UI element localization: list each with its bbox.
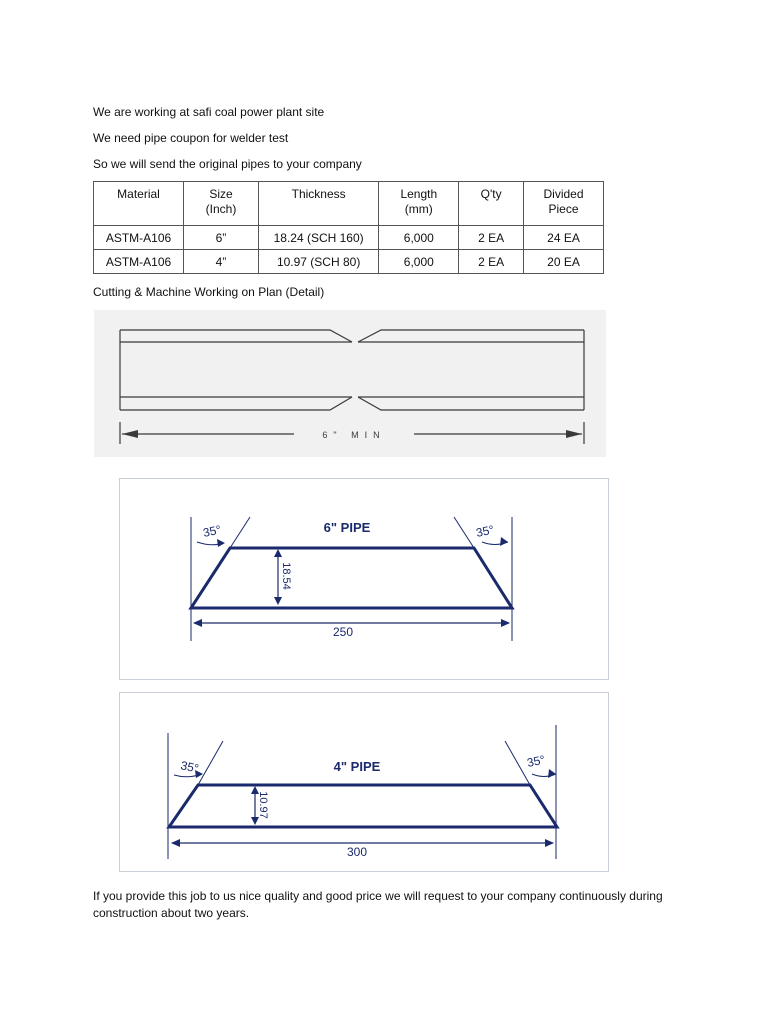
table-row bbox=[94, 250, 604, 274]
length-label: 300 bbox=[346, 845, 368, 859]
header-size bbox=[184, 182, 259, 226]
header-length bbox=[379, 182, 459, 226]
length-arrow-right bbox=[545, 839, 554, 847]
left-pipe-bottom-edge bbox=[120, 397, 352, 410]
cell-qty: 2 EA bbox=[459, 250, 524, 274]
cell-qty: 2 EA bbox=[459, 226, 524, 250]
cell-thickness: 10.97 (SCH 80) bbox=[258, 250, 378, 274]
left-bevel-extension bbox=[198, 741, 223, 785]
pipe-6-title: 6" PIPE bbox=[323, 520, 371, 535]
length-arrow-right bbox=[501, 619, 510, 627]
dim-arrow-right bbox=[566, 430, 582, 438]
cell-material: ASTM-A106 bbox=[94, 250, 184, 274]
cell-divided: 24 EA bbox=[524, 226, 604, 250]
pipe-cut-drawing bbox=[94, 310, 606, 457]
header-qty-label: Q'ty bbox=[480, 187, 502, 201]
header-thickness-label: Thickness bbox=[291, 187, 346, 201]
thickness-arrow-up bbox=[274, 549, 282, 557]
header-thickness bbox=[258, 182, 378, 226]
thickness-arrow-down bbox=[274, 597, 282, 605]
header-length-unit: (mm) bbox=[404, 202, 433, 216]
plan-heading: Cutting & Machine Working on Plan (Detail) bbox=[93, 285, 325, 299]
header-size-label: Size bbox=[209, 187, 233, 201]
right-angle-label: 35° bbox=[525, 752, 547, 770]
cell-size: 6” bbox=[184, 226, 259, 250]
header-size-unit: (Inch) bbox=[205, 202, 237, 216]
cell-divided: 20 EA bbox=[524, 250, 604, 274]
right-pipe-top-edge bbox=[358, 330, 584, 342]
table-header-row bbox=[94, 182, 604, 226]
table-row bbox=[94, 226, 604, 250]
length-arrow-left bbox=[193, 619, 202, 627]
detail-4-inch-pipe bbox=[119, 692, 609, 872]
header-material bbox=[94, 182, 184, 226]
header-divided bbox=[524, 182, 604, 226]
pipe-4-title: 4" PIPE bbox=[333, 759, 381, 774]
length-label: 250 bbox=[332, 625, 354, 639]
detail-6-inch-pipe bbox=[119, 478, 609, 680]
cell-thickness: 18.24 (SCH 160) bbox=[258, 226, 378, 250]
left-angle-label: 35° bbox=[201, 522, 223, 540]
intro-line-1: We are working at safi coal power plant site bbox=[93, 105, 325, 119]
intro-line-3: So we will send the original pipes to your company bbox=[93, 157, 362, 171]
detail-6-drawing bbox=[120, 479, 608, 679]
cell-length: 6,000 bbox=[379, 250, 459, 274]
header-divided-label: Divided bbox=[543, 187, 584, 201]
left-pipe-top-edge bbox=[120, 330, 352, 342]
pipe-spec-table bbox=[93, 181, 604, 274]
cell-size: 4” bbox=[184, 250, 259, 274]
header-material-label: Material bbox=[117, 187, 160, 201]
detail-4-drawing bbox=[120, 693, 608, 871]
right-pipe-bottom-edge bbox=[358, 397, 584, 410]
min-length-label: 6" MIN bbox=[322, 430, 386, 440]
length-arrow-left bbox=[171, 839, 180, 847]
cell-length: 6,000 bbox=[379, 226, 459, 250]
header-qty bbox=[459, 182, 524, 226]
header-divided-label-2: Piece bbox=[548, 202, 579, 216]
right-angle-arrow bbox=[548, 769, 556, 778]
coupon-6-outline bbox=[191, 548, 512, 608]
coupon-4-outline bbox=[169, 785, 557, 827]
left-bevel-extension bbox=[230, 517, 250, 548]
left-angle-arrow bbox=[217, 539, 225, 547]
thickness-label: 18.54 bbox=[280, 562, 292, 590]
header-length-label: Length bbox=[400, 187, 438, 201]
closing-paragraph: If you provide this job to us nice quality and good price we will request to your company continuously during construction about two years. bbox=[93, 889, 663, 920]
thickness-label: 10.97 bbox=[257, 791, 269, 819]
right-angle-label: 35° bbox=[474, 522, 496, 540]
pipe-cut-sketch bbox=[94, 310, 606, 457]
intro-line-2: We need pipe coupon for welder test bbox=[93, 131, 289, 145]
right-angle-arrow bbox=[500, 537, 508, 546]
dim-arrow-left bbox=[122, 430, 138, 438]
cell-material: ASTM-A106 bbox=[94, 226, 184, 250]
right-bevel-extension bbox=[454, 517, 474, 548]
left-angle-label: 35° bbox=[179, 758, 201, 776]
